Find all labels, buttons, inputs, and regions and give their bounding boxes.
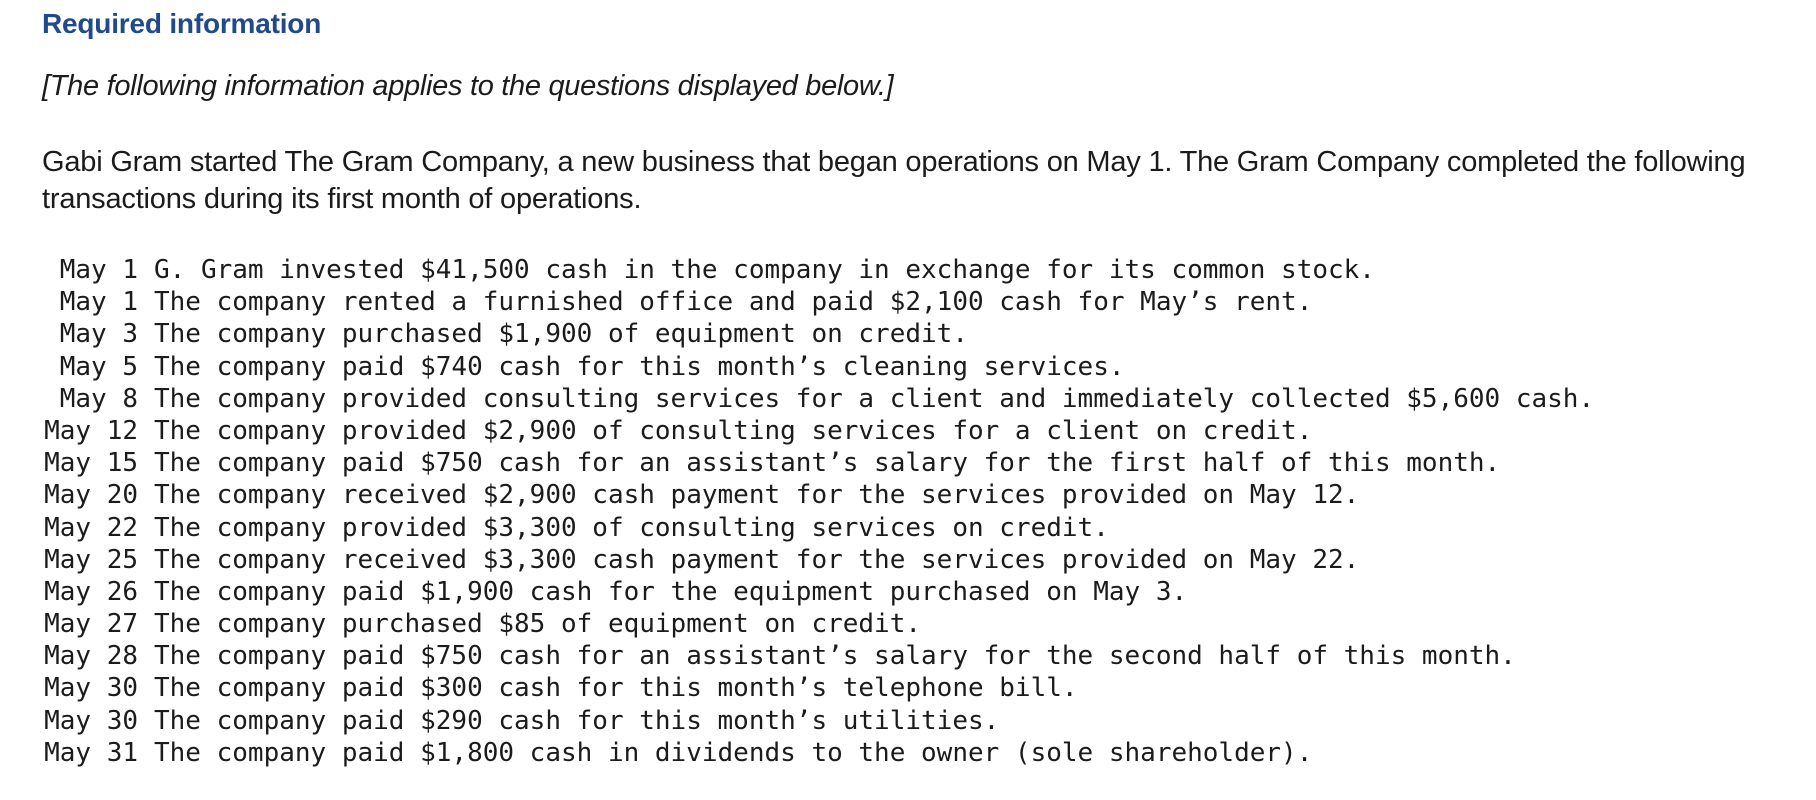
transaction-date: May 27 <box>44 609 138 640</box>
transaction-date: May 20 <box>44 480 138 511</box>
info-note: [The following information applies to the questions displayed below.] <box>42 70 894 102</box>
transaction-row <box>42 608 1802 640</box>
transaction-date: May 30 <box>44 705 138 736</box>
transaction-date: May 12 <box>44 415 138 446</box>
transaction-description: The company paid $1,900 cash for the equipment purchased on May 3. <box>154 576 1188 607</box>
transaction-date: May 3 <box>59 319 138 350</box>
transaction-date: May 28 <box>44 641 138 672</box>
transaction-row <box>42 705 1802 737</box>
transaction-row <box>42 383 1802 415</box>
transaction-row <box>42 286 1802 318</box>
transaction-date: May 25 <box>44 544 138 575</box>
transaction-date: May 22 <box>44 512 138 543</box>
transaction-date: May 5 <box>59 351 138 382</box>
transaction-row <box>42 254 1802 286</box>
transaction-description: The company paid $290 cash for this month’s utilities. <box>154 705 1000 736</box>
transaction-description: G. Gram invested $41,500 cash in the company in exchange for its common stock. <box>154 255 1375 285</box>
transaction-row <box>42 576 1802 608</box>
transaction-description: The company paid $750 cash for an assistant’s salary for the first half of this month. <box>154 448 1501 479</box>
transaction-row <box>42 512 1802 544</box>
transaction-date: May 30 <box>44 673 138 704</box>
transaction-row <box>42 672 1802 704</box>
transaction-description: The company purchased $1,900 of equipment on credit. <box>154 319 968 350</box>
transaction-description: The company provided $2,900 of consulting services for a client on credit. <box>154 415 1313 446</box>
required-information-panel <box>42 0 1802 769</box>
transaction-row <box>42 351 1802 383</box>
transaction-description: The company received $2,900 cash payment for the services provided on May 12. <box>154 480 1360 511</box>
transaction-date: May 1 <box>59 255 138 285</box>
section-title: Required information <box>42 8 322 39</box>
transaction-description: The company received $3,300 cash payment for the services provided on May 22. <box>154 544 1360 575</box>
transaction-date: May 15 <box>44 448 138 479</box>
transaction-description: The company rented a furnished office and paid $2,100 cash for May’s rent. <box>154 287 1313 318</box>
transaction-row <box>42 640 1802 672</box>
transaction-row <box>42 479 1802 511</box>
transaction-date: May 8 <box>59 383 138 414</box>
transaction-date: May 31 <box>44 737 138 768</box>
transaction-list <box>42 254 1802 769</box>
transaction-description: The company provided consulting services for a client and immediately collected $5,600 cash. <box>154 383 1595 414</box>
transaction-row <box>42 737 1802 769</box>
transaction-description: The company paid $740 cash for this month’s cleaning services. <box>154 351 1125 382</box>
transaction-description: The company purchased $85 of equipment on credit. <box>154 609 922 640</box>
intro-paragraph: Gabi Gram started The Gram Company, a new business that began operations on May 1. The Gram Company completed the following transactions during its first month of operations. <box>42 146 1746 215</box>
transaction-description: The company paid $1,800 cash in dividends to the owner (sole shareholder). <box>154 737 1313 768</box>
transaction-date: May 1 <box>59 287 138 318</box>
transaction-description: The company provided $3,300 of consulting services on credit. <box>154 512 1109 543</box>
transaction-date: May 26 <box>44 576 138 607</box>
transaction-description: The company paid $300 cash for this month’s telephone bill. <box>154 673 1078 704</box>
transaction-row <box>42 318 1802 350</box>
transaction-description: The company paid $750 cash for an assistant’s salary for the second half of this month. <box>154 641 1516 672</box>
transaction-row <box>42 415 1802 447</box>
transaction-row <box>42 447 1802 479</box>
transaction-row <box>42 544 1802 576</box>
